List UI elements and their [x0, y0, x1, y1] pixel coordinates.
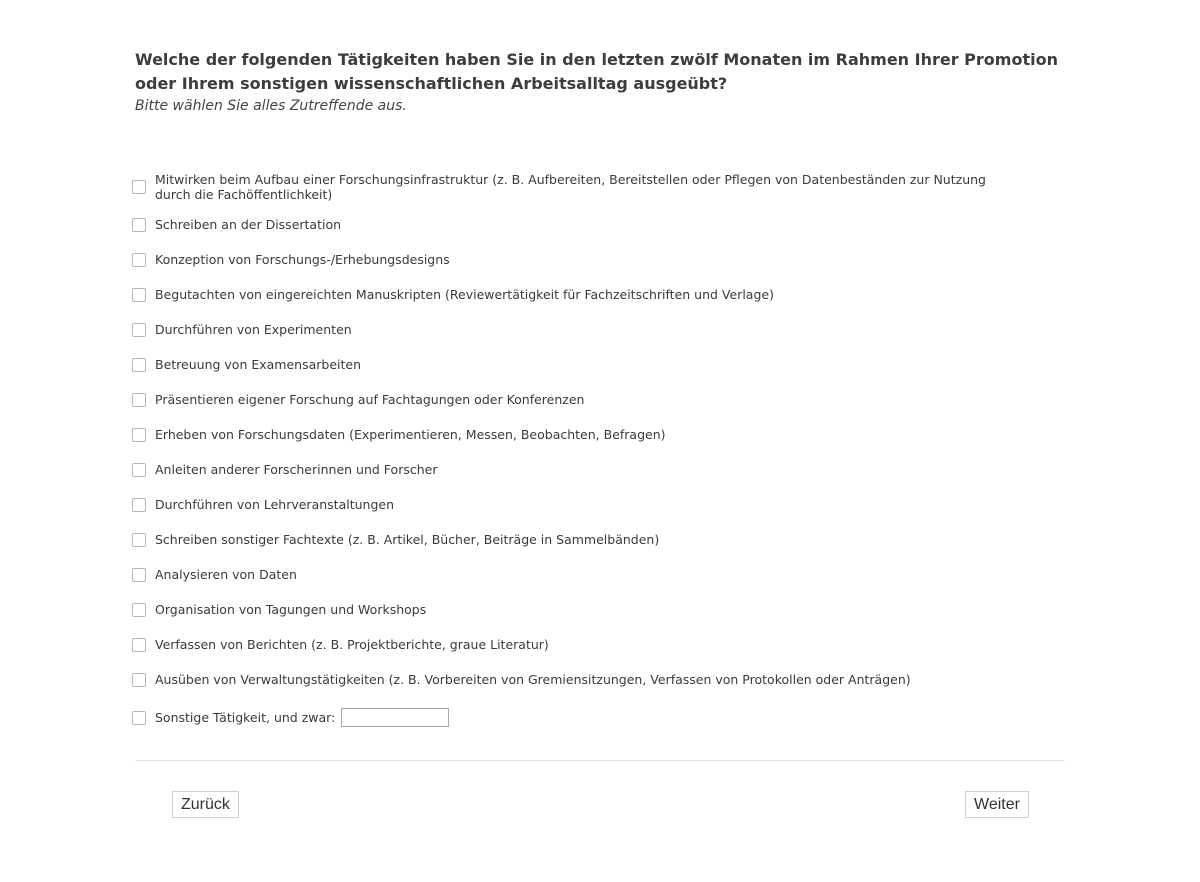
option-label[interactable]: Durchführen von Experimenten — [155, 322, 352, 337]
option-label-other[interactable]: Sonstige Tätigkeit, und zwar: — [155, 710, 336, 725]
option-item[interactable] — [132, 287, 1012, 302]
checkbox[interactable] — [132, 463, 146, 477]
checkbox[interactable] — [132, 358, 146, 372]
option-label[interactable]: Mitwirken beim Aufbau einer Forschungsinfrastruktur (z. B. Aufbereiten, Bereitstellen oder Pflegen von Datenbeständen zur Nutzung durch die Fachöffentlichkeit) — [155, 172, 986, 202]
option-item[interactable] — [132, 672, 1012, 687]
back-button[interactable]: Zurück — [172, 791, 239, 818]
option-label[interactable]: Ausüben von Verwaltungstätigkeiten (z. B. Vorbereiten von Gremiensitzungen, Verfassen von Protokollen oder Anträgen) — [155, 672, 911, 687]
question-title: Welche der folgenden Tätigkeiten haben Sie in den letzten zwölf Monaten im Rahmen Ihrer Promotion oder Ihrem sonstigen wissenschaftlichen Arbeitsalltag ausgeübt? — [135, 50, 1058, 93]
option-item[interactable] — [132, 427, 1012, 442]
option-label[interactable]: Organisation von Tagungen und Workshops — [155, 602, 427, 617]
checkbox[interactable] — [132, 568, 146, 582]
checkbox[interactable] — [132, 180, 146, 194]
next-button[interactable]: Weiter — [965, 791, 1029, 818]
question-hint: Bitte wählen Sie alles Zutreffende aus. — [135, 98, 407, 114]
option-label[interactable]: Verfassen von Berichten (z. B. Projektberichte, graue Literatur) — [155, 637, 549, 652]
option-item[interactable] — [132, 392, 1012, 407]
option-label[interactable]: Durchführen von Lehrveranstaltungen — [155, 497, 394, 512]
option-item[interactable] — [132, 602, 1012, 617]
option-item[interactable] — [132, 172, 1012, 202]
option-item[interactable] — [132, 462, 1012, 477]
option-item[interactable] — [132, 357, 1012, 372]
option-item[interactable] — [132, 217, 1012, 232]
option-label[interactable]: Schreiben sonstiger Fachtexte (z. B. Artikel, Bücher, Beiträge in Sammelbänden) — [155, 532, 660, 547]
checkbox[interactable] — [132, 533, 146, 547]
option-label[interactable]: Konzeption von Forschungs-/Erhebungsdesigns — [155, 252, 450, 267]
option-item[interactable] — [132, 252, 1012, 267]
checkbox[interactable] — [132, 218, 146, 232]
checkbox[interactable] — [132, 603, 146, 617]
option-label[interactable]: Schreiben an der Dissertation — [155, 217, 342, 232]
option-label[interactable]: Anleiten anderer Forscherinnen und Forscher — [155, 462, 438, 477]
checkbox[interactable] — [132, 638, 146, 652]
checkbox[interactable] — [132, 393, 146, 407]
option-item-other[interactable] — [132, 708, 1012, 727]
checkbox[interactable] — [132, 428, 146, 442]
checkbox[interactable] — [132, 323, 146, 337]
option-item[interactable] — [132, 532, 1012, 547]
option-label[interactable]: Präsentieren eigener Forschung auf Fachtagungen oder Konferenzen — [155, 392, 585, 407]
option-item[interactable] — [132, 497, 1012, 512]
option-label[interactable]: Begutachten von eingereichten Manuskripten (Reviewertätigkeit für Fachzeitschriften und Verlage) — [155, 287, 774, 302]
checkbox[interactable] — [132, 498, 146, 512]
checkbox[interactable] — [132, 288, 146, 302]
option-label[interactable]: Erheben von Forschungsdaten (Experimentieren, Messen, Beobachten, Befragen) — [155, 427, 666, 442]
checkbox-other[interactable] — [132, 711, 146, 725]
option-item[interactable] — [132, 567, 1012, 582]
option-label[interactable]: Analysieren von Daten — [155, 567, 297, 582]
option-item[interactable] — [132, 637, 1012, 652]
option-item[interactable] — [132, 322, 1012, 337]
option-label[interactable]: Betreuung von Examensarbeiten — [155, 357, 362, 372]
checkbox[interactable] — [132, 673, 146, 687]
question-container — [135, 48, 1065, 725]
divider — [135, 760, 1065, 761]
checkbox[interactable] — [132, 253, 146, 267]
other-activity-input[interactable] — [341, 708, 449, 727]
